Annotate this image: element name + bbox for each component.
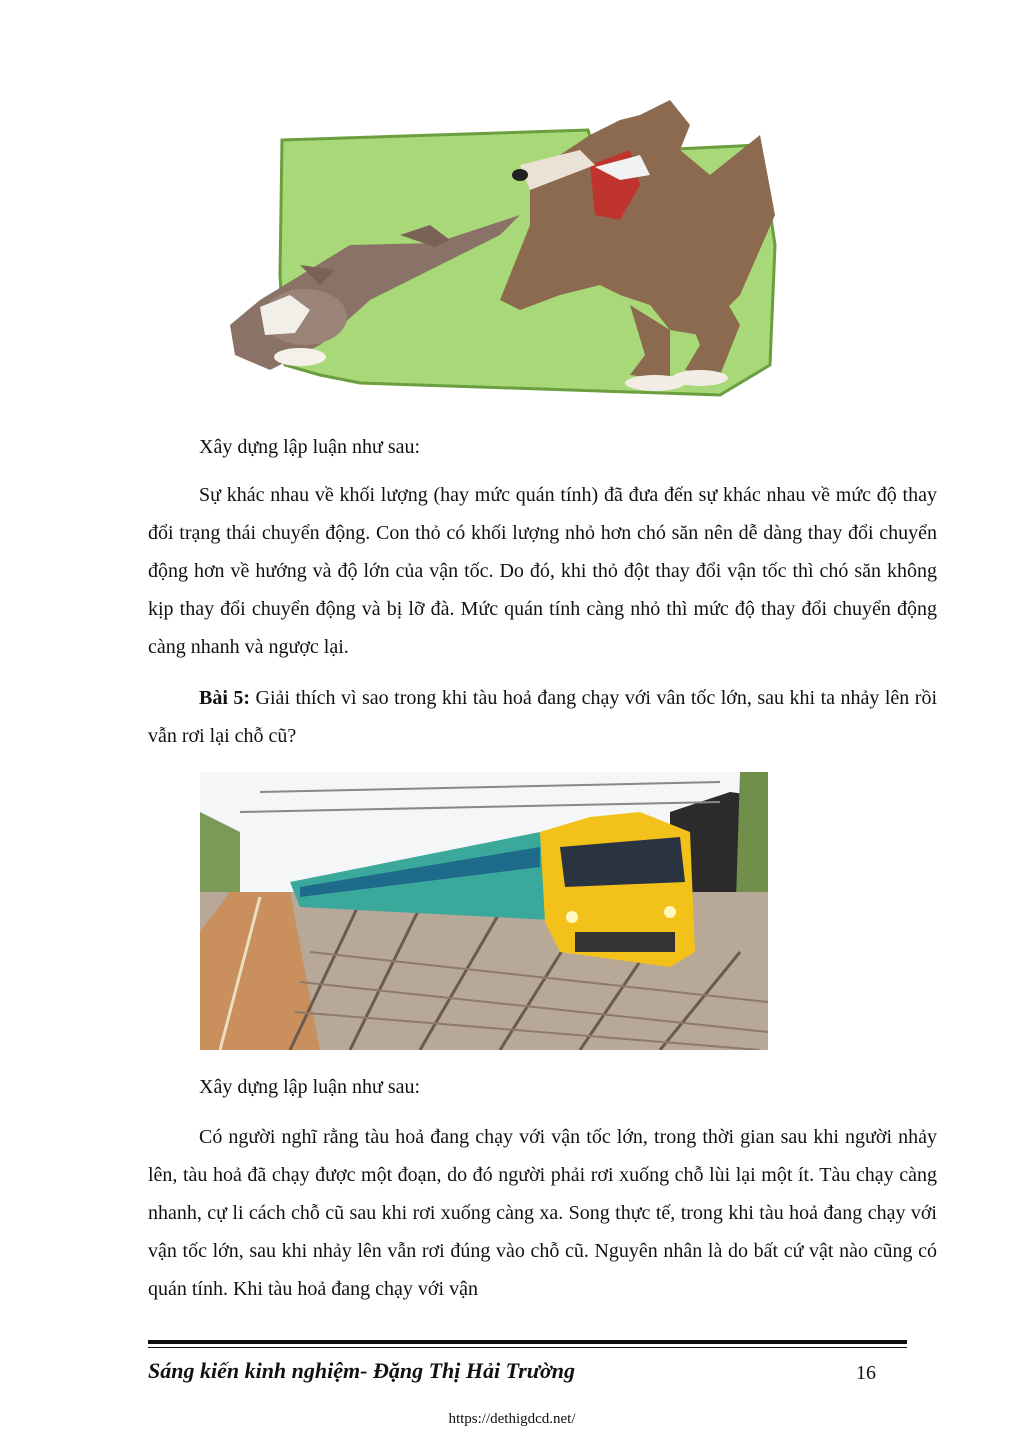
- train-photo: [200, 772, 768, 1050]
- argument-paragraph-2: Có người nghĩ rằng tàu hoả đang chạy với vận tốc lớn, trong thời gian sau khi người nhảy lên, tàu hoả đã chạy được một đoạn, do đó người phải rơi xuống chỗ lùi lại một ít. Tàu chạy càng nhanh, cự li cách chỗ cũ sau khi rơi xuống càng xa. Song thực tế, trong khi tàu hoả đang chạy với vận tốc lớn, sau khi nhảy lên vẫn rơi đúng vào chỗ cũ. Nguyên nhân là do bất cứ vật nào cũng có quán tính. Khi tàu hoả đang chạy với vận: [148, 1126, 937, 1300]
- footer-rule-thick: [148, 1340, 907, 1344]
- argument-paragraph-1: Sự khác nhau về khối lượng (hay mức quán tính) đã đưa đến sự khác nhau về mức độ thay đổi trạng thái chuyển động. Con thỏ có khối lượng nhỏ hơn chó săn nên dễ dàng thay đổi chuyển động hơn về hướng và độ lớn của vận tốc. Do đó, khi thỏ đột thay đổi vận tốc thì chó săn không kịp thay đổi chuyển động và bị lỡ đà. Mức quán tính càng nhỏ thì mức độ thay đổi chuyển động càng nhanh và ngược lại.: [148, 484, 937, 658]
- footer-url[interactable]: https://dethigdcd.net/: [448, 1411, 576, 1427]
- exercise-5-question: Giải thích vì sao trong khi tàu hoả đang chạy với vân tốc lớn, sau khi ta nhảy lên rồi vẫn rơi lại chỗ cũ?: [148, 687, 938, 747]
- argument-intro-1: Xây dựng lập luận như sau:: [199, 436, 421, 458]
- exercise-5: [148, 679, 937, 755]
- footer-title: Sáng kiến kinh nghiệm- Đặng Thị Hải Trường: [148, 1358, 575, 1383]
- rabbit-dog-illustration: [200, 95, 798, 405]
- footer-rule-thin: [148, 1347, 907, 1348]
- exercise-5-label: Bài 5:: [199, 687, 251, 709]
- page-number: 16: [856, 1362, 876, 1384]
- argument-intro-2: Xây dựng lập luận như sau:: [199, 1076, 421, 1098]
